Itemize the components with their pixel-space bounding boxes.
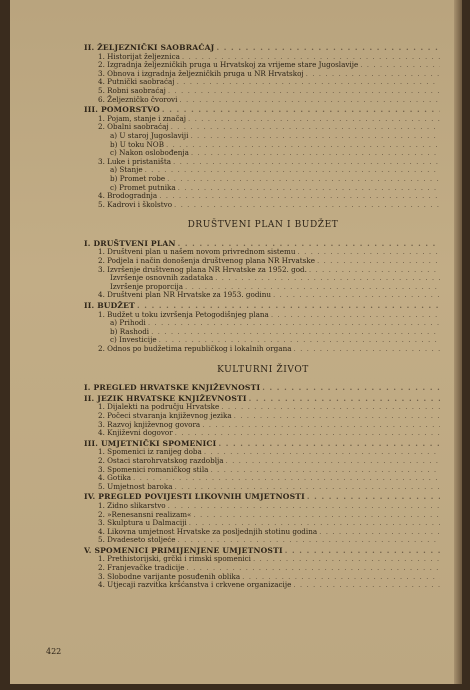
toc-entry-text: 2. Podjela i način donošenja društvenog plana NR Hrvatske: [98, 256, 315, 266]
toc-entry-text: Izvršenje osnovnih zadataka: [110, 273, 214, 283]
section-heading-text: II. ŽELJEZNIČKI SAOBRAĆAJ: [84, 43, 215, 52]
toc-entry: [84, 429, 442, 438]
page-number: 422: [46, 647, 62, 656]
book-spine: [454, 0, 462, 684]
leader-dots: [319, 528, 440, 537]
leader-dots: [215, 274, 440, 283]
leader-dots: [151, 328, 440, 337]
leader-dots: [179, 96, 440, 105]
section-heading-text: II. JEZIK HRVATSKE KNJIŽEVNOSTI: [84, 393, 247, 403]
leader-dots: [294, 345, 441, 354]
toc-entry-text: 6. Željezničko čvorovi: [98, 94, 178, 104]
toc-entry: [84, 483, 442, 492]
leader-dots: [190, 132, 440, 141]
section-heading-text: I. PREGLED HRVATSKE KNJIŽEVNOSTI: [84, 383, 261, 393]
toc-entry-text: 1. Budžet u toku izvršenja Petogodišnjeg plana: [98, 309, 269, 319]
toc-entry-text: 2. Odnos po budžetima republičkog i lokalnih organa: [98, 344, 292, 353]
leader-dots: [298, 248, 441, 257]
leader-dots: [168, 87, 440, 96]
section-heading-text: V. SPOMENICI PRIMIJENJENE UMJETNOSTI: [84, 545, 283, 555]
toc-entry-text: b) Rashodi: [110, 326, 150, 336]
leader-dots: [166, 141, 440, 150]
toc-entry-text: 1. Prethistorijski, grčki i rimski spomenici: [98, 554, 251, 564]
leader-dots: [253, 555, 440, 564]
leader-dots: [216, 44, 440, 53]
leader-dots: [226, 457, 440, 466]
toc-entry-text: a) Prihodi: [110, 318, 146, 328]
leader-dots: [178, 184, 440, 193]
toc-entry-text: 4. Društveni plan NR Hrvatske za 1953. godinu: [98, 290, 271, 300]
toc-entry-text: 4. Brodogradnja: [98, 191, 158, 201]
leader-dots: [178, 536, 440, 545]
leader-dots: [218, 440, 440, 449]
leader-dots: [133, 474, 440, 483]
toc-entry-text: a) Stanje: [110, 165, 143, 175]
toc-entry-text: 3. Slobodne varijante posuđenih oblika: [98, 571, 241, 581]
toc-entry-text: 2. Franjevačke tradicije: [98, 563, 185, 573]
leader-dots: [221, 403, 440, 412]
toc-entry-text: 5. Umjetnost baroka: [98, 481, 173, 491]
toc-entry-text: 2. Ostaci starohrvatskog razdoblja: [98, 455, 224, 465]
leader-dots: [202, 421, 440, 430]
toc-entry-text: b) Promet robe: [110, 173, 166, 183]
leader-dots: [271, 311, 440, 320]
leader-dots: [148, 319, 440, 328]
leader-dots: [177, 78, 440, 87]
leader-dots: [175, 483, 441, 492]
section-heading-text: III. POMORSTVO: [84, 105, 160, 115]
toc-entry: [84, 345, 442, 354]
leader-dots: [285, 547, 440, 556]
leader-dots: [234, 412, 440, 421]
section-heading-text: IV. PREGLED POVIJESTI LIKOVNIH UMJETNOSTI: [84, 492, 305, 502]
section-heading-text: II. BUDŽET: [84, 301, 135, 311]
toc-entry-text: 1. Historijat željeznica: [98, 51, 180, 61]
leader-dots: [162, 106, 440, 115]
toc-entry-text: b) U toku NOB: [110, 139, 164, 149]
leader-dots: [145, 166, 440, 175]
toc-entry-text: 1. Spomenici iz ranijeg doba: [98, 447, 202, 457]
toc-entry-text: 2. Obalni saobraćaj: [98, 122, 169, 132]
toc-entry-text: 5. Robni saobraćaj: [98, 85, 166, 95]
leader-dots: [188, 115, 440, 124]
toc-entry-text: c) Nakon oslobođenja: [110, 148, 189, 158]
toc-entry-text: Izvršenje proporcija: [110, 281, 184, 291]
leader-dots: [309, 266, 440, 275]
toc-entry-text: 5. Dvadeseto stoljeće: [98, 535, 176, 545]
toc-entry-text: c) Investicije: [110, 335, 157, 345]
toc-entry-text: 2. Počeci stvaranja književnog jezika: [98, 410, 232, 420]
leader-dots: [262, 384, 440, 393]
chapter-title-plan: DRUŠTVENI PLAN I BUDŽET: [187, 220, 339, 231]
toc-entry-text: 1. Društveni plan u našem novom privrednom sistemu: [98, 247, 296, 257]
toc-entry: [84, 291, 442, 300]
leader-dots: [173, 158, 440, 167]
leader-dots: [307, 493, 440, 502]
section-heading: [84, 384, 442, 393]
leader-dots: [174, 201, 440, 210]
leader-dots: [360, 61, 440, 70]
toc-entry-text: 3. Spomenici romaničkog stila: [98, 464, 209, 474]
book-page: [10, 0, 462, 684]
leader-dots: [168, 502, 440, 511]
toc-entry-text: 1. Zidno slikarstvo: [98, 500, 166, 510]
toc-entry-text: 3. Izvršenje društvenog plana NR Hrvatske za 1952. god.: [98, 264, 307, 274]
toc-entry-text: 2. Izgradnja željezničkih pruga u Hrvatskoj za vrijeme stare Jugoslavije: [98, 60, 359, 70]
section-heading-text: I. DRUŠTVENI PLAN: [84, 238, 176, 248]
toc-entry-text: 5. Kadrovi i školstvo: [98, 199, 173, 209]
leader-dots: [273, 291, 440, 300]
toc-entry-text: 4. Putnički saobraćaj: [98, 77, 175, 87]
leader-dots: [167, 175, 440, 184]
leader-dots: [306, 70, 440, 79]
leader-dots: [293, 581, 440, 590]
leader-dots: [191, 149, 440, 158]
toc-entry-text: c) Promet putnika: [110, 182, 176, 192]
toc-entry-text: 4. Utjecaji razvitka kršćanstva i crkvene organizacije: [98, 580, 292, 590]
leader-dots: [175, 429, 440, 438]
toc-entry-text: 4. Gotika: [98, 473, 132, 483]
toc-entry-text: 1. Pojam, stanje i značaj: [98, 113, 186, 123]
toc-entry-text: 3. Luke i pristaništa: [98, 156, 172, 166]
toc-entry-text: 2. »Renesansni realizam«: [98, 509, 192, 519]
toc-entry: [84, 96, 442, 105]
toc-entry-text: 4. Likovna umjetnost Hrvatske za posljednjih stotinu godina: [98, 526, 318, 536]
toc-entry-text: 3. Skulptura u Dalmaciji: [98, 518, 187, 528]
toc-entry-text: 3. Razvoj književnog govora: [98, 419, 201, 429]
leader-dots: [159, 192, 440, 201]
toc-entry: [84, 581, 442, 590]
table-of-contents: [84, 42, 442, 590]
leader-dots: [171, 123, 440, 132]
toc-entry-text: 4. Književni dogovor: [98, 428, 173, 438]
leader-dots: [193, 511, 440, 520]
toc-entry-text: a) U staroj Jugoslaviji: [110, 130, 189, 140]
toc-entry-text: 3. Obnova i izgradnja željezničkih pruga u NR Hrvatskoj: [98, 68, 304, 78]
toc-entry: [84, 466, 442, 475]
leader-dots: [210, 466, 440, 475]
leader-dots: [204, 448, 440, 457]
leader-dots: [249, 395, 440, 404]
chapter-title-kultura: KULTURNI ŽIVOT: [217, 364, 309, 375]
section-heading-text: III. UMJETNIČKI SPOMENICI: [84, 438, 217, 448]
toc-entry: [84, 536, 442, 545]
toc-entry: [84, 201, 442, 210]
leader-dots: [317, 257, 440, 266]
toc-entry-text: 1. Dijalekti na području Hrvatske: [98, 402, 220, 412]
